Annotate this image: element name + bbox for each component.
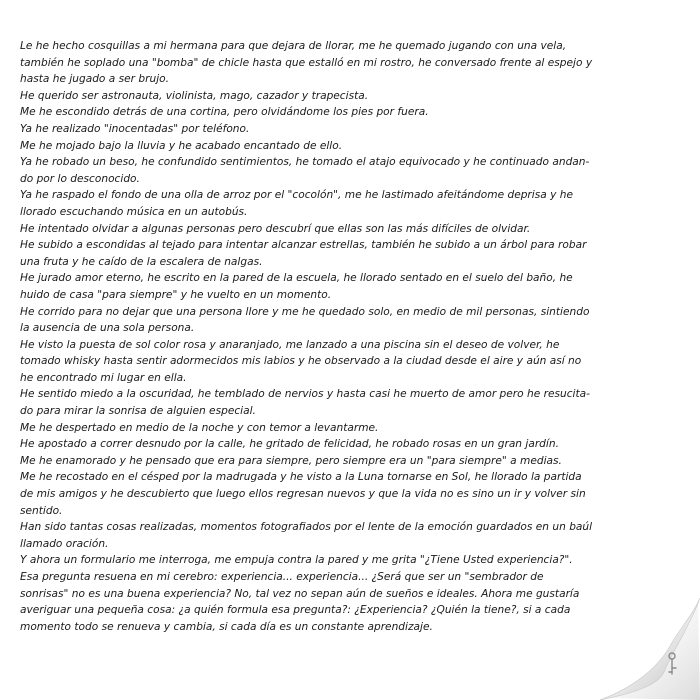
paragraph: Y ahora un formulario me interroga, me empuja contra la pared y me grita "¿Tiene Usted experiencia?". (20, 554, 573, 567)
paragraph: Ya he raspado el fondo de una olla de arroz por el "cocolón", me he lastimado afeitándome deprisa y he llorado escuchando música en un autobús. (20, 189, 573, 218)
paragraph: Ya he realizado "inocentadas" por teléfono. (20, 122, 250, 135)
paragraph: He corrido para no dejar que una persona llore y me he quedado solo, en medio de mil personas, sintiendo la ausencia de una sola persona. (20, 305, 590, 335)
paragraph: Han sido tantas cosas realizadas, momentos fotografiados por el lente de la emoción guardados en un baúl llamado oración. (20, 521, 593, 550)
paragraph: He jurado amor eterno, he escrito en la pared de la escuela, he llorado sentado en el suelo del baño, he huido de casa "para siempre" y he vuelto en un momento. (20, 272, 573, 301)
paragraph: He subido a escondidas al tejado para intentar alcanzar estrellas, también he subido a un árbol para robar una fruta y he caído de la escalera de nalgas. (20, 239, 587, 268)
paragraph: He intentado olvidar a algunas personas pero descubrí que ellas son las más difíciles de olvidar. (20, 222, 531, 235)
page-curl-decoration (560, 560, 700, 700)
paragraph: Le he hecho cosquillas a mi hermana para que dejara de llorar, me he quemado jugando con una vela, también he soplado una "bomba" de chicle hasta que estalló en mi rostro, he conversado frente al espejo y hasta he jugado a ser brujo. (20, 40, 593, 86)
paragraph: Me he enamorado y he pensado que era para siempre, pero siempre era un "para siempre" a medias. (20, 454, 562, 467)
paragraph: Me he escondido detrás de una cortina, pero olvidándome los pies por fuera. (20, 106, 429, 119)
paragraph: Me he despertado en medio de la noche y con temor a levantarme. (20, 421, 379, 434)
paragraph: He apostado a correr desnudo por la calle, he gritado de felicidad, he robado rosas en un gran jardín. (20, 438, 559, 451)
document-body (20, 38, 595, 635)
paragraph: He sentido miedo a la oscuridad, he temblado de nervios y hasta casi he muerto de amor pero he resucita-do para mirar la sonrisa de alguien especial. (20, 388, 590, 418)
paragraph: Me he recostado en el césped por la madrugada y he visto a la Luna tornarse en Sol, he llorado la partida de mis amigos y he descubierto que luego ellos regresan nuevos y que la vida no es sino un ir y volver sin sentido. (20, 471, 586, 517)
paragraph: Me he mojado bajo la lluvia y he acabado encantado de ello. (20, 139, 343, 152)
paragraph: He querido ser astronauta, violinista, mago, cazador y trapecista. (20, 89, 369, 102)
paragraph: He visto la puesta de sol color rosa y anaranjado, me lanzado a una piscina sin el deseo de volver, he tomado whisky hasta sentir adormecidos mis labios y he observado a la ciudad desde el aire y aún así no he encontrado mi lugar en ella. (20, 338, 582, 384)
paragraph: Esa pregunta resuena en mi cerebro: experiencia... experiencia... ¿Será que ser un "sembrador de sonrisas" no es una buena experiencia? No, tal vez no sepan aún de sueños e ideales. Ahora me gustaría averiguar una pequeña cosa: ¿a quién formula esa pregunta?: ¿Experiencia? ¿Quién la tiene?, si a cada momento todo se renueva y cambia, si cada día es un constante aprendizaje. (20, 571, 580, 633)
paragraph: Ya he robado un beso, he confundido sentimientos, he tomado el atajo equivocado y he continuado andan-do por lo desconocido. (20, 156, 590, 185)
